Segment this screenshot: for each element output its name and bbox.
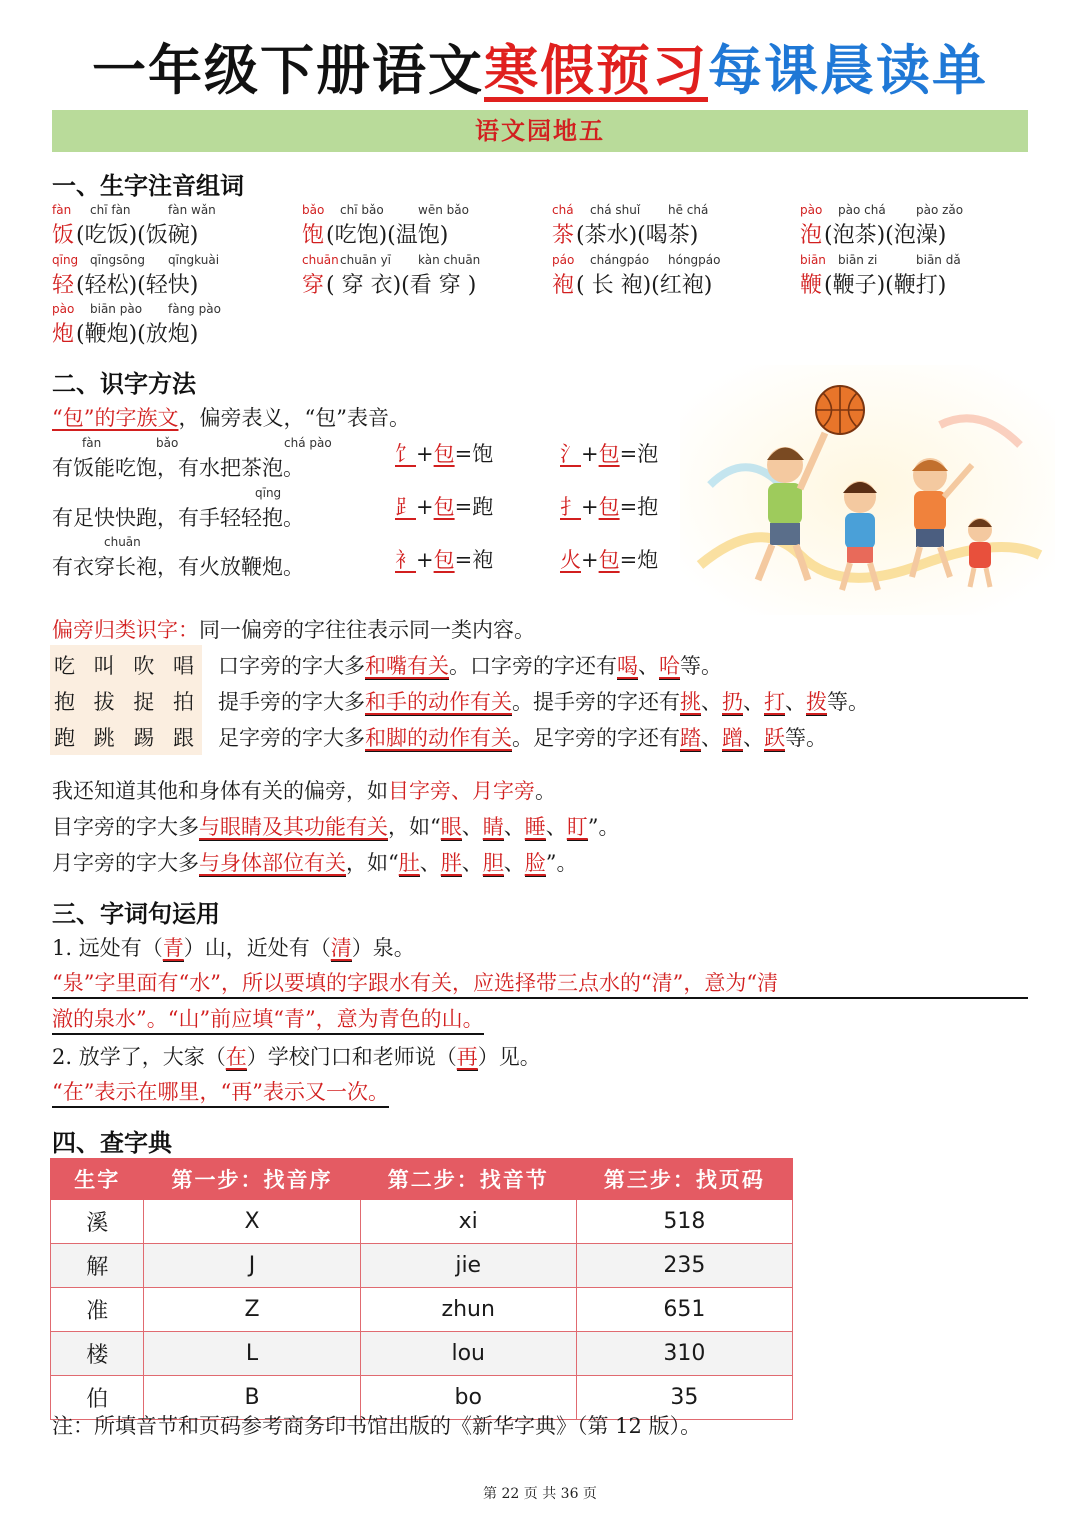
- know-line: [52, 775, 556, 805]
- vocab-word-pinyin: pào chá: [838, 203, 886, 217]
- vocab-char-pinyin: fàn: [52, 203, 72, 217]
- separator: 、: [785, 690, 806, 714]
- title-part1: 一年级下册语文: [92, 39, 484, 102]
- explain-end: 等。: [785, 726, 827, 750]
- bao-part: 包: [433, 548, 455, 572]
- lesson-banner: 语文园地五: [52, 110, 1028, 152]
- radical-part: 衤: [395, 548, 416, 572]
- vocab-char: 饱: [302, 223, 325, 248]
- separator: 、: [419, 851, 441, 875]
- vocab-char-pinyin: páo: [552, 253, 575, 267]
- question-part: 放学了，大家（: [78, 1045, 226, 1069]
- result-char: 跑: [472, 495, 494, 519]
- verse-pinyin: bǎo: [156, 436, 179, 450]
- vocab-words: ( 长 袍)(红袍): [576, 273, 713, 298]
- vocab-words: (泡茶)(泡澡): [824, 223, 947, 248]
- question-1: [52, 932, 415, 962]
- answer-blank: 清: [330, 936, 352, 960]
- example-char: 脸: [524, 851, 546, 875]
- separator: 、: [701, 726, 722, 750]
- plus-sign: +: [416, 442, 434, 466]
- yue-mid: ，如“: [346, 851, 399, 875]
- vocab-words: (鞭子)(鞭打): [824, 273, 947, 298]
- radical-chars: 跑 跳 踢 跟: [54, 726, 201, 750]
- table-cell: 解: [51, 1244, 144, 1288]
- equals-sign: =: [454, 548, 473, 572]
- explain-underlined: 和嘴有关: [365, 654, 449, 678]
- bao-part: 包: [598, 442, 620, 466]
- bao-verse: 有足快快跑，有手轻轻抱。: [52, 506, 304, 530]
- classify-label: 偏旁归类识字：: [52, 618, 199, 642]
- dictionary-table: [50, 1158, 793, 1420]
- question-number: 1.: [52, 936, 73, 960]
- result-char: 袍: [472, 548, 494, 572]
- know-pre: 我还知道其他和身体有关的偏旁，如: [52, 779, 388, 803]
- vocab-char-pinyin: chá: [552, 203, 574, 217]
- table-cell: 35: [576, 1376, 792, 1420]
- example-char: 拨: [806, 690, 827, 714]
- explain-underlined: 和手的动作有关: [365, 690, 512, 714]
- table-cell: X: [144, 1200, 360, 1244]
- vocab-word-pinyin: hóngpáo: [668, 253, 721, 267]
- radical-chars: 吃 叫 吹 唱: [54, 654, 201, 678]
- mu-radical-line: [52, 811, 620, 841]
- example-char: 喝: [617, 654, 638, 678]
- section2-heading: 二、识字方法: [52, 370, 196, 398]
- table-cell: J: [144, 1244, 360, 1288]
- bao-part: 包: [598, 548, 620, 572]
- separator: 、: [545, 815, 567, 839]
- plus-sign: +: [581, 548, 599, 572]
- equals-sign: =: [619, 495, 638, 519]
- yue-pre: 月字旁的字大多: [52, 851, 199, 875]
- radical-explain: [218, 650, 722, 680]
- table-header-row: [51, 1159, 793, 1200]
- table-cell: 310: [576, 1332, 792, 1376]
- separator: 、: [743, 726, 764, 750]
- table-cell: zhun: [360, 1288, 576, 1332]
- verse-pinyin: qīng: [255, 486, 282, 500]
- classify-line: [52, 614, 535, 644]
- bao-part: 包: [433, 442, 455, 466]
- vocab-words: (鞭炮)(放炮): [76, 322, 199, 347]
- plus-sign: +: [416, 548, 434, 572]
- page-title: [0, 28, 1080, 105]
- equals-sign: =: [454, 442, 473, 466]
- plus-sign: +: [416, 495, 434, 519]
- vocab-word-pinyin: hē chá: [668, 203, 709, 217]
- bao-formula: [395, 491, 493, 521]
- radical-chars: 抱 拔 捉 拍: [54, 690, 201, 714]
- separator: 、: [743, 690, 764, 714]
- explain-underlined: 和脚的动作有关: [365, 726, 512, 750]
- mu-underlined: 与眼睛及其功能有关: [199, 815, 388, 839]
- question-number: 2.: [52, 1045, 73, 1069]
- bao-part: 包: [598, 495, 620, 519]
- result-char: 抱: [637, 495, 659, 519]
- bao-formula: [560, 544, 658, 574]
- separator: 、: [701, 690, 722, 714]
- title-part2: 寒假预习: [484, 39, 708, 102]
- example-char: 肚: [398, 851, 420, 875]
- vocab-char: 炮: [52, 322, 75, 347]
- answer-blank: 青: [162, 936, 184, 960]
- example-char: 扔: [722, 690, 743, 714]
- vocab-char-pinyin: qīng: [52, 253, 79, 267]
- know-red: 目字旁、月字旁: [388, 779, 535, 803]
- explain-mid: 。提手旁的字还有: [512, 690, 680, 714]
- vocab-word-pinyin: kàn chuān: [418, 253, 481, 267]
- vocab-word-pinyin: chá shuǐ: [590, 203, 641, 217]
- know-end: 。: [535, 779, 556, 803]
- separator: 、: [638, 654, 659, 678]
- vocab-word-pinyin: qīngsōng: [90, 253, 145, 267]
- radical-part: 扌: [560, 495, 581, 519]
- equals-sign: =: [454, 495, 473, 519]
- question-part: ）见。: [477, 1045, 541, 1069]
- table-cell: lou: [360, 1332, 576, 1376]
- table-cell: 518: [576, 1200, 792, 1244]
- plus-sign: +: [581, 495, 599, 519]
- result-char: 饱: [472, 442, 494, 466]
- page-footer: 第 22 页 共 36 页: [483, 1486, 597, 1502]
- vocab-word-pinyin: qīngkuài: [168, 253, 220, 267]
- vocab-words: ( 穿 衣)(看 穿 ): [326, 273, 477, 298]
- question-part: ）山，近处有（: [183, 936, 331, 960]
- bao-part: 包: [433, 495, 455, 519]
- separator: 、: [503, 851, 525, 875]
- vocab-word-pinyin: biān pào: [90, 302, 143, 316]
- result-char: 炮: [637, 548, 659, 572]
- vocab-words: (茶水)(喝茶): [576, 223, 699, 248]
- table-cell: Z: [144, 1288, 360, 1332]
- vocab-word-pinyin: wēn bǎo: [418, 203, 469, 217]
- separator: 、: [461, 851, 483, 875]
- table-cell: 651: [576, 1288, 792, 1332]
- radical-part: 氵: [560, 442, 581, 466]
- example-char: 睛: [482, 815, 504, 839]
- yue-radical-line: [52, 847, 578, 877]
- equals-sign: =: [619, 548, 638, 572]
- radical-part: 饣: [395, 442, 416, 466]
- table-header-cell: 第二步：找音节: [360, 1159, 576, 1200]
- answer-1-line2: 澈的泉水”。“山”前应填“青”，意为青色的山。: [52, 1003, 484, 1035]
- question-text: [72, 936, 79, 960]
- bao-intro-highlight: “包”的字族文: [52, 406, 179, 430]
- table-header-cell: 第一步：找音序: [144, 1159, 360, 1200]
- vocab-char: 饭: [52, 223, 75, 248]
- question-part: ）学校门口和老师说（: [246, 1045, 457, 1069]
- vocab-char: 茶: [552, 223, 575, 248]
- vocab-word-pinyin: chī bǎo: [340, 203, 384, 217]
- yue-underlined: 与身体部位有关: [199, 851, 346, 875]
- table-cell: 235: [576, 1244, 792, 1288]
- table-row: [51, 1244, 793, 1288]
- table-row: [51, 1288, 793, 1332]
- bao-verse: 有衣穿长袍，有火放鞭炮。: [52, 555, 304, 579]
- mu-pre: 目字旁的字大多: [52, 815, 199, 839]
- answer-2: “在”表示在哪里，“再”表示又一次。: [52, 1076, 389, 1108]
- result-char: 泡: [637, 442, 659, 466]
- explain-mid: 。足字旁的字还有: [512, 726, 680, 750]
- vocab-words: (吃饱)(温饱): [326, 223, 449, 248]
- mu-end: ”。: [587, 815, 620, 839]
- table-row: [51, 1200, 793, 1244]
- equals-sign: =: [619, 442, 638, 466]
- table-header-cell: 生字: [51, 1159, 144, 1200]
- explain-mid: 。口字旁的字还有: [449, 654, 617, 678]
- answer-blank: 在: [225, 1045, 247, 1069]
- verse-pinyin: fàn: [82, 436, 102, 450]
- vocab-char-pinyin: chuān: [302, 253, 339, 267]
- verse-pinyin: chuān: [104, 535, 141, 549]
- table-row: [51, 1332, 793, 1376]
- question-part: ）泉。: [351, 936, 415, 960]
- table-cell: 溪: [51, 1200, 144, 1244]
- explain-pre: 足字旁的字大多: [218, 726, 365, 750]
- explain-pre: 口字旁的字大多: [218, 654, 365, 678]
- vocab-word-pinyin: chuān yī: [340, 253, 392, 267]
- separator: 、: [461, 815, 483, 839]
- vocab-char-pinyin: pào: [800, 203, 823, 217]
- separator: 、: [503, 815, 525, 839]
- table-cell: 楼: [51, 1332, 144, 1376]
- example-char: 胆: [482, 851, 504, 875]
- vocab-char: 袍: [552, 273, 575, 298]
- explain-end: 等。: [827, 690, 869, 714]
- bao-formula: [560, 438, 658, 468]
- explain-end: 等。: [680, 654, 722, 678]
- vocab-char: 穿: [302, 273, 325, 298]
- vocab-char-pinyin: pào: [52, 302, 75, 316]
- vocab-word-pinyin: chī fàn: [90, 203, 131, 217]
- example-char: 挑: [680, 690, 701, 714]
- vocab-word-pinyin: biān zi: [838, 253, 878, 267]
- bao-intro-text: ，偏旁表义，“包”表音。: [178, 406, 410, 430]
- table-cell: 伯: [51, 1376, 144, 1420]
- dictionary-note: 注：所填音节和页码参考商务印书馆出版的《新华字典》（第 12 版）。: [52, 1414, 702, 1438]
- example-char: 跃: [764, 726, 785, 750]
- yue-end: ”。: [545, 851, 578, 875]
- table-cell: B: [144, 1376, 360, 1420]
- table-cell: xi: [360, 1200, 576, 1244]
- table-cell: L: [144, 1332, 360, 1376]
- example-char: 蹭: [722, 726, 743, 750]
- vocab-word-pinyin: chángpáo: [590, 253, 650, 267]
- classify-text: 同一偏旁的字往往表示同一类内容。: [199, 618, 535, 642]
- answer-blank: 再: [456, 1045, 478, 1069]
- vocab-word-pinyin: fàng pào: [168, 302, 221, 316]
- plus-sign: +: [581, 442, 599, 466]
- bao-formula: [395, 438, 493, 468]
- table-header-cell: 第三步：找页码: [576, 1159, 792, 1200]
- radical-part: ⻊: [395, 495, 416, 519]
- vocab-char: 鞭: [800, 273, 823, 298]
- example-char: 胖: [440, 851, 462, 875]
- explain-pre: 提手旁的字大多: [218, 690, 365, 714]
- question-text: [72, 1045, 79, 1069]
- section1-heading: 一、生字注音组词: [52, 172, 244, 200]
- bao-formula: [560, 491, 658, 521]
- bao-verse: 有饭能吃饱，有水把茶泡。: [52, 456, 304, 480]
- vocab-char: 泡: [800, 223, 823, 248]
- vocab-words: (吃饭)(饭碗): [76, 223, 199, 248]
- question-2: [52, 1041, 541, 1071]
- section4-heading: 四、查字典: [52, 1129, 172, 1157]
- question-part: 远处有（: [78, 936, 163, 960]
- table-cell: 准: [51, 1288, 144, 1332]
- bao-formula: [395, 544, 493, 574]
- kids-basketball-illustration: [680, 365, 1055, 615]
- radical-part: 火: [560, 548, 581, 572]
- vocab-word-pinyin: pào zǎo: [916, 203, 964, 217]
- example-char: 打: [764, 690, 785, 714]
- example-char: 眼: [440, 815, 462, 839]
- table-cell: jie: [360, 1244, 576, 1288]
- example-char: 哈: [659, 654, 680, 678]
- title-part3: 每课晨读单: [708, 39, 988, 102]
- bao-intro: [52, 402, 410, 432]
- vocab-char-pinyin: biān: [800, 253, 826, 267]
- vocab-word-pinyin: biān dǎ: [916, 253, 961, 267]
- vocab-words: (轻松)(轻快): [76, 273, 199, 298]
- vocab-word-pinyin: fàn wǎn: [168, 203, 216, 217]
- mu-mid: ，如“: [388, 815, 441, 839]
- example-char: 盯: [566, 815, 588, 839]
- example-char: 踏: [680, 726, 701, 750]
- radical-explain: [218, 722, 827, 752]
- answer-1-line1: “泉”字里面有“水”，所以要填的字跟水有关，应选择带三点水的“清”，意为“清: [52, 967, 1028, 999]
- example-char: 睡: [524, 815, 546, 839]
- radical-explain: [218, 686, 869, 716]
- verse-pinyin: chá pào: [284, 436, 332, 450]
- table-cell: bo: [360, 1376, 576, 1420]
- vocab-char: 轻: [52, 273, 75, 298]
- vocab-char-pinyin: bǎo: [302, 203, 325, 217]
- section3-heading: 三、字词句运用: [52, 900, 220, 928]
